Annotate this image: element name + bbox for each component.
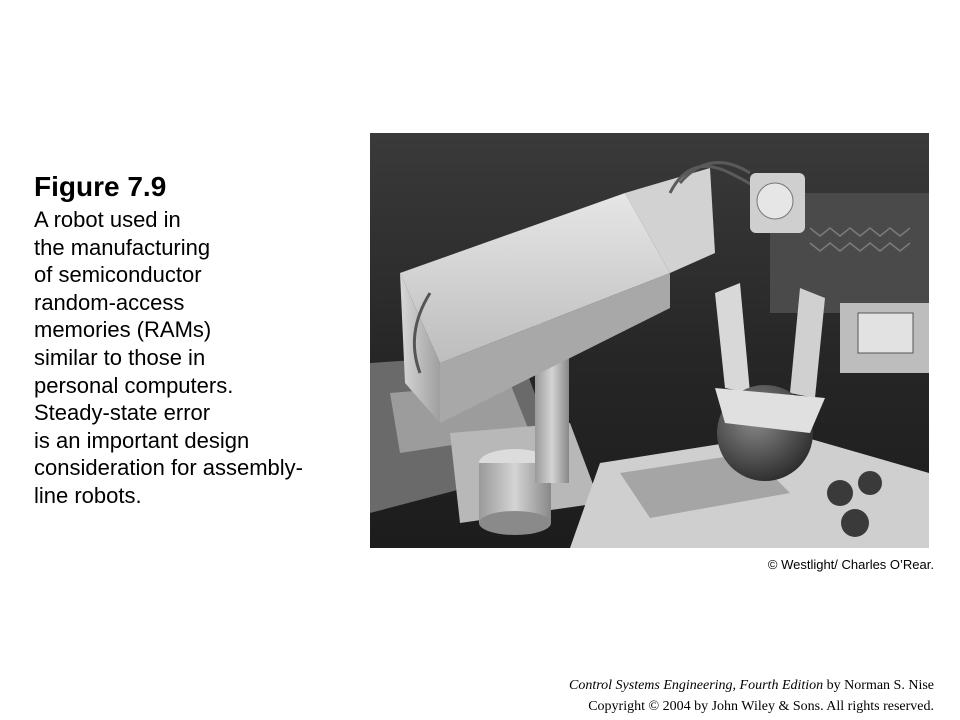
copyright-line: Copyright © 2004 by John Wiley & Sons. All rights reserved. xyxy=(588,699,934,714)
caption-line: Steady-state error xyxy=(34,400,211,426)
figure-title: Figure 7.9 xyxy=(34,171,167,202)
caption-line: is an important design xyxy=(34,427,250,453)
book-title: Control Systems Engineering, Fourth Edition xyxy=(568,678,824,693)
photo-credit: © Westlight/ Charles O’Rear. xyxy=(767,557,934,572)
caption-line: the manufacturing xyxy=(34,234,211,260)
caption-line: consideration for assembly- xyxy=(34,455,304,481)
robot-arm-photo xyxy=(370,133,929,548)
caption-line: personal computers. xyxy=(34,372,234,398)
book-author: by Norman S. Nise xyxy=(823,678,934,693)
caption-line: A robot used in xyxy=(34,207,181,232)
figure-caption xyxy=(34,206,364,510)
caption-line: random-access xyxy=(34,289,185,315)
footer-title-line xyxy=(569,675,934,696)
caption-line: of semiconductor xyxy=(34,262,202,288)
caption-line: similar to those in xyxy=(34,344,206,370)
caption-line: memories (RAMs) xyxy=(34,317,212,343)
footer-citation xyxy=(569,675,934,717)
caption-line: line robots. xyxy=(34,482,142,508)
